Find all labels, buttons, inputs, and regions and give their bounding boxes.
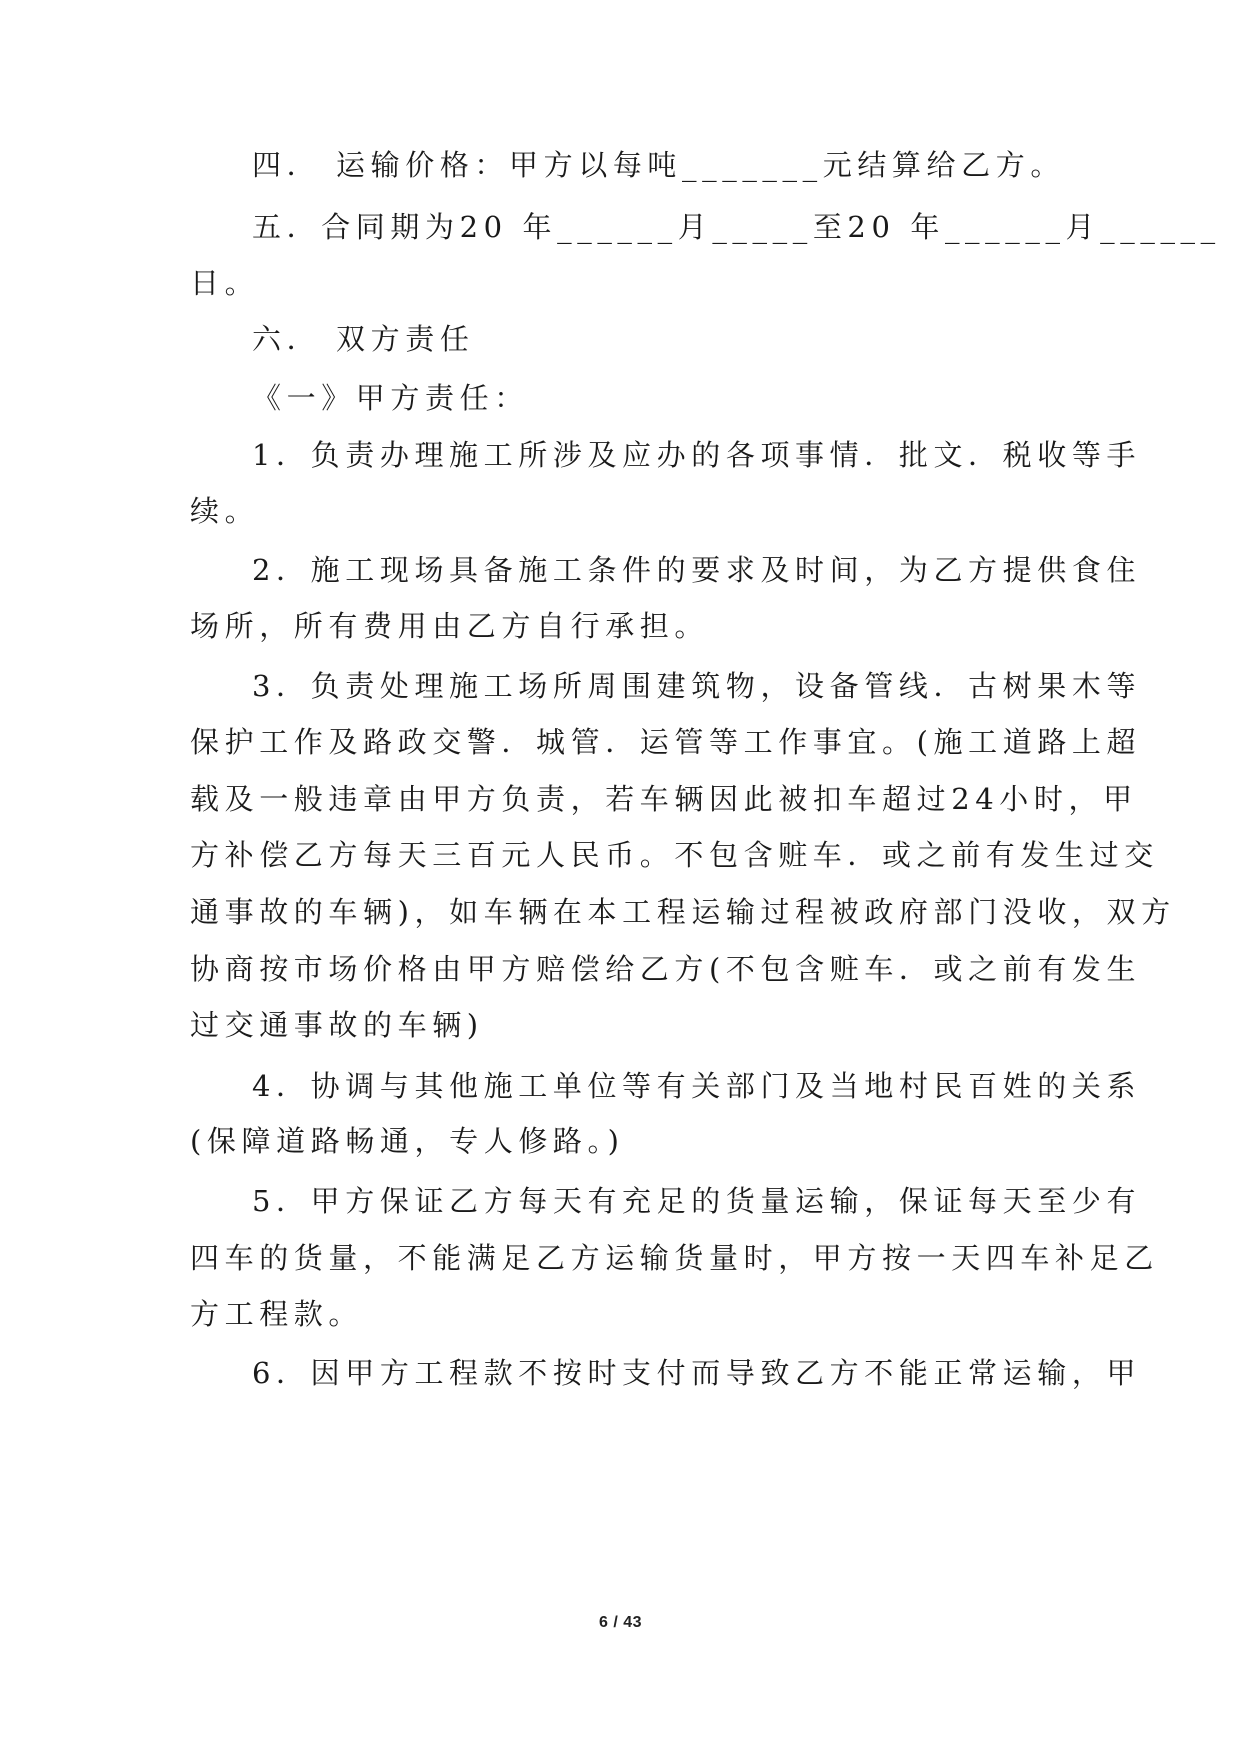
item-1-cont: 续。 <box>190 494 260 528</box>
item-2-cont: 场所，所有费用由乙方自行承担。 <box>190 609 710 643</box>
item-3-cont-2: 载及一般违章由甲方负责，若车辆因此被扣车超过24小时，甲 <box>190 782 1138 816</box>
clause-5-term: 五．合同期为20 年______月_____至20 年______月______ <box>252 210 1221 244</box>
item-4-cont: (保障道路畅通，专人修路。) <box>190 1124 625 1158</box>
item-3-cont-4: 通事故的车辆)，如车辆在本工程运输过程被政府部门没收，双方 <box>190 895 1176 929</box>
item-5: 5．甲方保证乙方每天有充足的货量运输，保证每天至少有 <box>252 1184 1142 1218</box>
clause-4-price: 四． 运输价格：甲方以每吨_______元结算给乙方。 <box>252 148 1065 182</box>
item-2: 2．施工现场具备施工条件的要求及时间，为乙方提供食住 <box>252 553 1142 587</box>
item-3-cont-3: 方补偿乙方每天三百元人民币。不包含赃车．或之前有发生过交 <box>190 838 1159 872</box>
party-a-heading: 《一》甲方责任： <box>252 381 529 415</box>
clause-5-term-cont: 日。 <box>190 266 260 300</box>
item-3: 3．负责处理施工场所周围建筑物，设备管线．古树果木等 <box>252 669 1142 703</box>
item-5-cont-1: 四车的货量，不能满足乙方运输货量时，甲方按一天四车补足乙 <box>190 1241 1159 1275</box>
clause-6-heading: 六． 双方责任 <box>252 322 475 356</box>
item-3-cont-1: 保护工作及路政交警．城管．运管等工作事宜。(施工道路上超 <box>190 725 1142 759</box>
page-number: 6 / 43 <box>598 1614 643 1631</box>
item-1: 1．负责办理施工所涉及应办的各项事情．批文．税收等手 <box>252 438 1142 472</box>
item-3-cont-6: 过交通事故的车辆) <box>190 1008 484 1042</box>
item-5-cont-2: 方工程款。 <box>190 1297 364 1331</box>
item-4: 4．协调与其他施工单位等有关部门及当地村民百姓的关系 <box>252 1069 1142 1103</box>
document-body <box>190 133 1221 1423</box>
item-3-cont-5: 协商按市场价格由甲方赔偿给乙方(不包含赃车．或之前有发生 <box>190 952 1142 986</box>
item-6: 6．因甲方工程款不按时支付而导致乙方不能正常运输，甲 <box>252 1356 1142 1390</box>
